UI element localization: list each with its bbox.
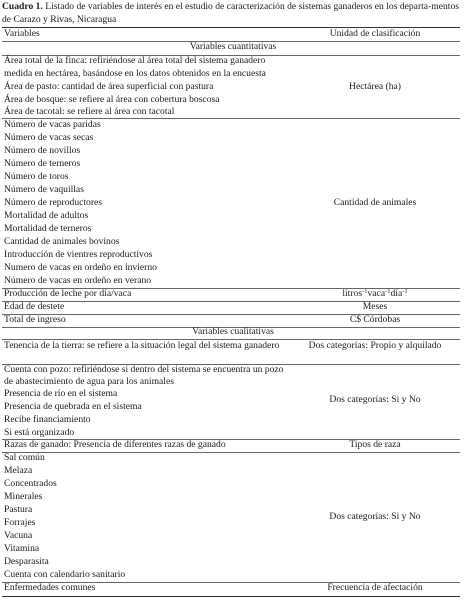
row-practices-7: Vacuna — [4, 530, 33, 541]
unit-income: C$ Córdobas — [349, 314, 401, 325]
table-caption — [2, 1, 460, 26]
unit-animals: Cantidad de animales — [333, 197, 417, 208]
row-practices-4: Minerales — [4, 491, 43, 502]
row-tenure: Tenencia de la tierra: se refiere a la situación legal del sistema ganadero — [4, 340, 280, 351]
row-animals-2: Número de vacas secas — [4, 132, 94, 143]
row-facilities-well: Cuenta con pozo: refiriéndose si dentro del sistema se encuentra un pozo de abastecimiento de agua para los animales — [4, 364, 284, 387]
row-animals-9: Mortalidad de terneros — [4, 223, 92, 234]
row-practices-5: Pastura — [4, 504, 33, 515]
unit-breeds: Tipos de raza — [349, 439, 401, 450]
row-animals-4: Número de terneros — [4, 158, 81, 169]
row-practices-3: Concentrados — [4, 478, 57, 489]
header-variables: Variables — [4, 28, 40, 39]
row-animals-7: Número de reproductores — [4, 197, 103, 208]
row-practices-8: Vitamina — [4, 543, 40, 554]
row-animals-13: Número de vacas en ordeño en verano — [4, 275, 152, 286]
row-animals-11: Introducción de vientres reproductivos — [4, 249, 153, 260]
row-diseases: Enfermedades comunes — [4, 582, 96, 593]
caption-text: Listado de variables de interés en el estudio de caracterización de sistemas ganaderos en los departa-mentos de Carazo y Rivas, Nicaragua — [2, 1, 459, 25]
unit-tenure: Dos categorías: Propio y alquilado — [308, 340, 442, 351]
unit-milk: litros$^{-1}$vaca$^{-1}$día$^{-1}$ — [342, 288, 408, 299]
row-practices-1: Sal común — [4, 452, 45, 463]
section-qualitative: Variables cualitativas — [192, 326, 274, 337]
row-animals-8: Mortalidad de adultos — [4, 210, 89, 221]
row-practices-10: Cuenta con calendario sanitario — [4, 569, 126, 580]
row-area-pasture: Área de pasto: cantidad de área superficial con pastura — [4, 81, 214, 92]
caption-label: Cuadro 1. — [2, 1, 43, 12]
row-facilities-financing: Recibe financiamiento — [4, 414, 91, 425]
row-breeds: Razas de ganado: Presencia de diferentes razas de ganado — [4, 439, 226, 450]
unit-diseases: Frecuencia de afectación — [327, 582, 423, 593]
row-facilities-river: Presencia de río en el sistema — [4, 388, 118, 399]
header-unit: Unidad de clasificación — [329, 28, 421, 39]
unit-practices: Dos categorías: Si y No — [329, 511, 421, 522]
row-animals-1: Número de vacas paridas — [4, 119, 101, 130]
rule-bottom — [2, 596, 460, 597]
row-income: Total de ingreso — [4, 314, 66, 325]
row-facilities-organized: Si está organizado — [4, 427, 75, 438]
row-weaning: Edad de destete — [4, 301, 65, 312]
row-milk: Producción de leche por día/vaca — [4, 288, 132, 299]
unit-weaning: Meses — [362, 301, 388, 312]
row-practices-2: Melaza — [4, 465, 33, 476]
row-animals-6: Número de vaquillas — [4, 184, 84, 195]
row-practices-6: Forrajes — [4, 517, 36, 528]
rule-breeds — [2, 452, 460, 453]
row-area-total: Área total de la finca: refiriéndose al área total del sistema ganadero medida en hectárea, basándose en los datos obtenidos en la encuesta — [4, 55, 266, 79]
row-animals-5: Número de toros — [4, 171, 69, 182]
row-animals-10: Cantidad de animales bovinos — [4, 236, 120, 247]
section-quantitative: Variables cuantitativas — [189, 41, 277, 52]
unit-facilities: Dos categorías: Si y No — [329, 394, 421, 405]
row-area-forest: Área de bosque: se refiere al área con cobertura boscosa — [4, 94, 220, 105]
unit-area: Hectárea (ha) — [349, 81, 401, 92]
row-animals-3: Número de novillos — [4, 145, 81, 156]
row-practices-9: Desparasita — [4, 556, 49, 567]
row-facilities-creek: Presencia de quebrada en el sistema — [4, 401, 142, 412]
row-animals-12: Numero de vacas en ordeño en invierno — [4, 262, 157, 273]
row-area-tacotal: Área de tacotal: se refiere al área con tacotal — [4, 106, 175, 117]
